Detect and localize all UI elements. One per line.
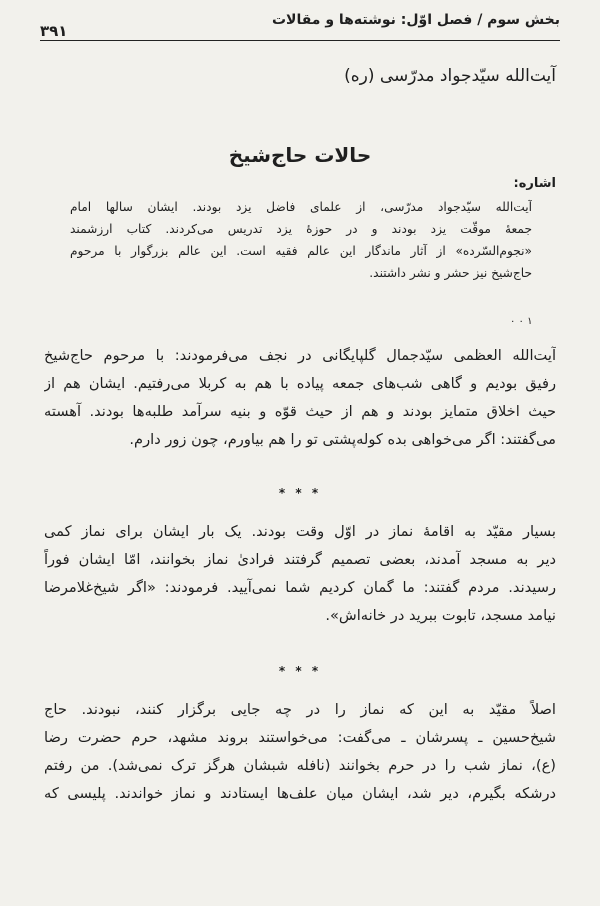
- text-line: آیت‌الله العظمی سیّدجمال گلپایگانی در نجف می‌فرمودند: با مرحوم حاج‌شیخ: [44, 347, 556, 364]
- text-line: دیر به مسجد آمدند، بعضی تصمیم گرفتند فرادیٰ نماز بخوانند، امّا ایشان فوراً: [44, 551, 556, 568]
- text-line: بسیار مقیّد به اقامهٔ نماز در اوّل وقت بودند. یک بار ایشان برای نماز کمی: [44, 523, 556, 540]
- note-line: حاج‌شیخ نیز حشر و نشر داشتند.: [369, 266, 532, 280]
- footnote-marker: ۰ ۰ ۱: [510, 316, 533, 327]
- paragraph-1: [44, 342, 556, 454]
- page-number: ۳۹۱: [40, 22, 68, 40]
- text-line: شیخ‌حسین ـ پسرشان ـ می‌گفت: می‌خواستند بروند مشهد، حرم حضرت رضا: [44, 729, 556, 746]
- text-line: حیث اخلاق متمایز بودند و هم از حیث قوّه و بنیه سرآمد طلبه‌ها بودند. آهسته: [44, 403, 556, 420]
- section-separator: * * *: [278, 486, 322, 500]
- text-line: درشکه بگیرم، دیر شد، ایشان میان علف‌ها ایستادند و نماز خواندند. پلیسی که: [44, 785, 556, 802]
- text-line: رفیق بودیم و گاهی شب‌های جمعه پیاده با هم به کربلا می‌رفتیم. ایشان هم از: [44, 375, 556, 392]
- article-title: حالات حاج‌شیخ: [228, 143, 372, 167]
- section-separator: * * *: [278, 664, 322, 678]
- text-line: اصلاً مقیّد به این که نماز را در چه جایی برگزار کنند، نبودند. حاج: [44, 701, 556, 718]
- text-line: رسیدند. مردم گفتند: ما گمان کردیم شما نمی‌آیید. فرمودند: «اگر شیخ‌غلامرضا: [44, 579, 556, 596]
- text-line: نیامد مسجد، تابوت ببرید در خانه‌اش».: [325, 607, 556, 624]
- paragraph-2: [44, 518, 556, 630]
- note-label: اشاره:: [513, 176, 556, 191]
- header-rule: [40, 40, 560, 41]
- author-name: آیت‌الله سیّدجواد مدرّسی (ره): [344, 66, 556, 86]
- note-line: آیت‌الله سیّدجواد مدرّسی، از علمای فاضل یزد بودند. ایشان سالها امام: [70, 200, 532, 214]
- note-text: [70, 196, 532, 284]
- running-head: بخش سوم / فصل اوّل: نوشته‌ها و مقالات: [271, 12, 560, 28]
- page-header: [40, 10, 560, 44]
- note-line: «نجوم‌السّرده» از آثار ماندگار این عالم فقیه است. این عالم بزرگوار با مرحوم: [70, 244, 532, 258]
- note-line: جمعهٔ موقّت یزد بودند و در حوزهٔ یزد تدریس می‌کردند. کتاب ارزشمند: [70, 222, 532, 236]
- paragraph-3: [44, 696, 556, 808]
- text-line: می‌گفتند: اگر می‌خواهی بده کوله‌پشتی تو را هم بیاورم، چون زور دارم.: [129, 431, 556, 448]
- text-line: (ع)، نماز شب را در حرم بخوانند (نافله شبشان هرگز ترک نمی‌شد). من رفتم: [44, 757, 556, 774]
